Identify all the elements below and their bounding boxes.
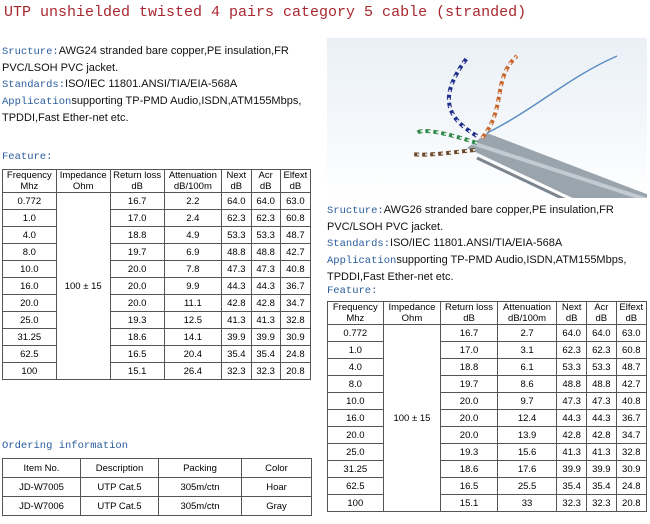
table-cell: 8.0 [328, 376, 384, 393]
table-cell: 34.7 [616, 427, 646, 444]
table-cell: 19.7 [441, 376, 498, 393]
table-cell: 100 [3, 363, 57, 380]
table-cell: 8.6 [497, 376, 557, 393]
table-cell: 48.8 [587, 376, 617, 393]
table-cell: 64.0 [251, 193, 280, 210]
table-cell: 4.0 [3, 227, 57, 244]
table-cell: 4.9 [164, 227, 222, 244]
table-cell: 31.25 [328, 461, 384, 478]
table-cell: 32.3 [557, 495, 587, 512]
table-cell: 62.3 [222, 210, 251, 227]
table-cell: 41.3 [251, 312, 280, 329]
table-row [328, 325, 647, 342]
table-cell: 9.7 [497, 393, 557, 410]
table-cell: 39.9 [222, 329, 251, 346]
table-cell: 64.0 [557, 325, 587, 342]
table-cell: 20.4 [164, 346, 222, 363]
table-cell: 20.0 [441, 410, 498, 427]
table-cell: 35.4 [222, 346, 251, 363]
table-cell: 17.0 [441, 342, 498, 359]
header-elfext: Elfext dB [280, 170, 310, 193]
feature-table-awg24-body [3, 170, 311, 380]
table-cell: 9.9 [164, 278, 222, 295]
table-cell: 63.0 [616, 325, 646, 342]
table-cell: 32.3 [222, 363, 251, 380]
table-cell: 13.9 [497, 427, 557, 444]
table-cell: JD-W7005 [3, 478, 81, 497]
table-cell: 36.7 [616, 410, 646, 427]
structure-text: AWG26 stranded bare copper,PE insulation,FR PVC/LSOH PVC jacket. [327, 204, 614, 233]
impedance-cell: 100 ± 15 [383, 325, 441, 512]
table-row [3, 244, 311, 261]
table-row [328, 478, 647, 495]
table-header-row [328, 302, 647, 325]
table-cell: 20.0 [110, 261, 164, 278]
table-cell: 2.7 [497, 325, 557, 342]
table-cell: 60.8 [616, 342, 646, 359]
table-header-row [3, 170, 311, 193]
table-cell: 11.1 [164, 295, 222, 312]
table-cell: 44.3 [222, 278, 251, 295]
table-cell: 25.0 [3, 312, 57, 329]
page-title: UTP unshielded twisted 4 pairs category 5 cable (stranded) [4, 4, 527, 21]
table-cell: 305m/ctn [159, 478, 242, 497]
cable-photo [327, 38, 647, 198]
table-row [3, 193, 311, 210]
table-cell: 41.3 [587, 444, 617, 461]
table-row [3, 227, 311, 244]
standards-line [2, 76, 324, 93]
header-attenuation: Attenuation dB/100m [497, 302, 557, 325]
table-cell: 18.6 [441, 461, 498, 478]
application-label: Application [2, 96, 72, 108]
table-row [328, 393, 647, 410]
table-cell: 12.4 [497, 410, 557, 427]
table-cell: 48.8 [251, 244, 280, 261]
table-cell: 2.2 [164, 193, 222, 210]
table-cell: 18.8 [441, 359, 498, 376]
feature-table-awg26 [327, 301, 647, 512]
table-cell: 15.6 [497, 444, 557, 461]
standards-text: ISO/IEC 11801.ANSI/TIA/EIA-568A [390, 237, 563, 249]
table-cell: 64.0 [587, 325, 617, 342]
table-cell: 1.0 [328, 342, 384, 359]
table-cell: 14.1 [164, 329, 222, 346]
structure-line [327, 202, 649, 235]
table-cell: 32.3 [251, 363, 280, 380]
table-row [3, 346, 311, 363]
table-row [328, 495, 647, 512]
table-cell: 16.5 [441, 478, 498, 495]
table-cell: 20.0 [3, 295, 57, 312]
application-text: supporting TP-PMD Audio,ISDN,ATM155Mbps, TPDDI,Fast Ether-net etc. [2, 95, 302, 124]
table-cell: 15.1 [110, 363, 164, 380]
table-cell: 305m/ctn [159, 497, 242, 516]
ordering-label: Ordering information [2, 440, 129, 452]
standards-line [327, 235, 649, 252]
table-cell: 44.3 [251, 278, 280, 295]
application-line [2, 93, 324, 126]
ordering-header-row [3, 459, 312, 478]
table-cell: 24.8 [280, 346, 310, 363]
header-acr: Acr dB [251, 170, 280, 193]
table-cell: 1.0 [3, 210, 57, 227]
cat5-awg24-spec [2, 43, 324, 126]
table-cell: 62.3 [557, 342, 587, 359]
table-cell: UTP Cat.5 [81, 478, 159, 497]
table-cell: 48.7 [280, 227, 310, 244]
table-cell: 2.4 [164, 210, 222, 227]
table-cell: 40.8 [280, 261, 310, 278]
table-cell: 30.9 [280, 329, 310, 346]
application-label: Application [327, 255, 397, 267]
table-cell: 17.6 [497, 461, 557, 478]
structure-line [2, 43, 324, 76]
table-cell: 32.8 [616, 444, 646, 461]
table-cell: 60.8 [280, 210, 310, 227]
header-frequency: Frequency Mhz [3, 170, 57, 193]
table-cell: 42.8 [251, 295, 280, 312]
table-cell: 47.3 [222, 261, 251, 278]
header-impedance: Impedance Ohm [56, 170, 110, 193]
table-cell: 53.3 [587, 359, 617, 376]
table-cell: 40.8 [616, 393, 646, 410]
table-cell: 20.8 [616, 495, 646, 512]
table-cell: 44.3 [557, 410, 587, 427]
table-cell: 39.9 [587, 461, 617, 478]
header-attenuation: Attenuation dB/100m [164, 170, 222, 193]
table-cell: 17.0 [110, 210, 164, 227]
table-cell: 53.3 [557, 359, 587, 376]
table-cell: 31.25 [3, 329, 57, 346]
table-cell: 48.8 [557, 376, 587, 393]
table-row [3, 278, 311, 295]
feature-label: Feature: [2, 151, 53, 163]
table-cell: 53.3 [222, 227, 251, 244]
table-cell: 32.3 [587, 495, 617, 512]
table-row [328, 342, 647, 359]
table-row [3, 497, 312, 516]
table-cell: 19.7 [110, 244, 164, 261]
table-row [3, 329, 311, 346]
table-cell: 20.0 [328, 427, 384, 444]
table-cell: 42.8 [557, 427, 587, 444]
table-cell: 62.5 [328, 478, 384, 495]
ordering-header-item: Item No. [3, 459, 81, 478]
table-cell: 41.3 [557, 444, 587, 461]
standards-label: Standards: [327, 238, 391, 250]
cat5-awg26-spec [327, 202, 649, 285]
feature-label: Feature: [327, 285, 378, 297]
header-acr: Acr dB [587, 302, 617, 325]
table-cell: 16.7 [441, 325, 498, 342]
table-row [3, 210, 311, 227]
table-row [328, 359, 647, 376]
table-row [328, 444, 647, 461]
table-row [3, 363, 311, 380]
table-cell: 30.9 [616, 461, 646, 478]
table-cell: 39.9 [251, 329, 280, 346]
table-cell: 42.7 [616, 376, 646, 393]
table-cell: 44.3 [587, 410, 617, 427]
table-cell: 39.9 [557, 461, 587, 478]
table-cell: 0.772 [328, 325, 384, 342]
table-cell: 20.0 [110, 278, 164, 295]
table-cell: 47.3 [557, 393, 587, 410]
cable-illustration [327, 38, 647, 198]
table-cell: 36.7 [280, 278, 310, 295]
table-cell: 25.0 [328, 444, 384, 461]
table-cell: 33 [497, 495, 557, 512]
header-next: Next dB [557, 302, 587, 325]
table-cell: 64.0 [222, 193, 251, 210]
table-cell: Gray [242, 497, 312, 516]
table-cell: 100 [328, 495, 384, 512]
table-cell: 42.8 [587, 427, 617, 444]
table-cell: 18.8 [110, 227, 164, 244]
table-cell: 32.8 [280, 312, 310, 329]
standards-text: ISO/IEC 11801.ANSI/TIA/EIA-568A [65, 78, 238, 90]
table-cell: 62.3 [587, 342, 617, 359]
header-return-loss: Return loss dB [441, 302, 498, 325]
table-cell: 48.7 [616, 359, 646, 376]
table-cell: 19.3 [110, 312, 164, 329]
table-cell: 16.0 [328, 410, 384, 427]
table-cell: 20.0 [441, 427, 498, 444]
table-cell: 10.0 [328, 393, 384, 410]
table-cell: 6.9 [164, 244, 222, 261]
table-cell: 53.3 [251, 227, 280, 244]
table-cell: 42.8 [222, 295, 251, 312]
header-return-loss: Return loss dB [110, 170, 164, 193]
table-cell: 42.7 [280, 244, 310, 261]
table-row [328, 427, 647, 444]
table-cell: 16.5 [110, 346, 164, 363]
structure-text: AWG24 stranded bare copper,PE insulation,FR PVC/LSOH PVC jacket. [2, 45, 289, 74]
table-row [328, 410, 647, 427]
table-cell: 35.4 [251, 346, 280, 363]
table-cell: 35.4 [557, 478, 587, 495]
ordering-header-description: Description [81, 459, 159, 478]
table-cell: 12.5 [164, 312, 222, 329]
table-cell: 0.772 [3, 193, 57, 210]
table-cell: 20.8 [280, 363, 310, 380]
table-row [3, 295, 311, 312]
table-cell: UTP Cat.5 [81, 497, 159, 516]
ordering-table [2, 458, 312, 516]
header-impedance: Impedance Ohm [383, 302, 441, 325]
table-cell: 19.3 [441, 444, 498, 461]
ordering-header-color: Color [242, 459, 312, 478]
table-cell: 26.4 [164, 363, 222, 380]
table-cell: 25.5 [497, 478, 557, 495]
table-row [3, 312, 311, 329]
table-cell: JD-W7006 [3, 497, 81, 516]
header-elfext: Elfext dB [616, 302, 646, 325]
table-cell: 15.1 [441, 495, 498, 512]
header-frequency: Frequency Mhz [328, 302, 384, 325]
header-next: Next dB [222, 170, 251, 193]
table-cell: 3.1 [497, 342, 557, 359]
table-cell: 62.3 [251, 210, 280, 227]
table-row [3, 261, 311, 278]
table-cell: 7.8 [164, 261, 222, 278]
table-cell: 63.0 [280, 193, 310, 210]
table-cell: 10.0 [3, 261, 57, 278]
ordering-table-body [3, 459, 312, 516]
table-cell: Hoar [242, 478, 312, 497]
table-cell: 47.3 [251, 261, 280, 278]
table-cell: 18.6 [110, 329, 164, 346]
table-cell: 20.0 [441, 393, 498, 410]
table-cell: 48.8 [222, 244, 251, 261]
feature-table-awg24 [2, 169, 311, 380]
ordering-header-packing: Packing [159, 459, 242, 478]
application-line [327, 252, 649, 285]
feature-table-awg26-body [328, 302, 647, 512]
impedance-cell: 100 ± 15 [56, 193, 110, 380]
table-row [328, 376, 647, 393]
table-cell: 8.0 [3, 244, 57, 261]
table-cell: 62.5 [3, 346, 57, 363]
standards-label: Standards: [2, 79, 66, 91]
table-cell: 20.0 [110, 295, 164, 312]
structure-label: Sructure: [2, 46, 59, 58]
table-cell: 34.7 [280, 295, 310, 312]
table-cell: 16.0 [3, 278, 57, 295]
table-cell: 24.8 [616, 478, 646, 495]
table-cell: 41.3 [222, 312, 251, 329]
table-cell: 6.1 [497, 359, 557, 376]
table-row [328, 461, 647, 478]
application-text: supporting TP-PMD Audio,ISDN,ATM155Mbps, TPDDI,Fast Ether-net etc. [327, 254, 627, 283]
table-cell: 47.3 [587, 393, 617, 410]
table-cell: 16.7 [110, 193, 164, 210]
table-row [3, 478, 312, 497]
table-cell: 35.4 [587, 478, 617, 495]
table-cell: 4.0 [328, 359, 384, 376]
structure-label: Sructure: [327, 205, 384, 217]
